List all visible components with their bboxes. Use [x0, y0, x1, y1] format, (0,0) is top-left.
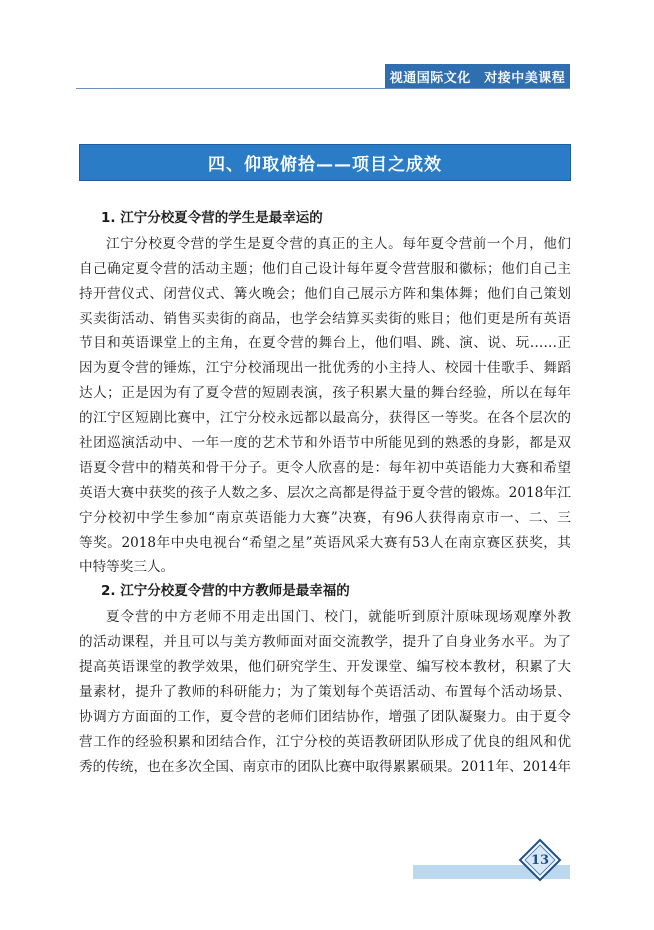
- paragraph-1: [79, 232, 571, 580]
- subheading-1: 1. 江宁分校夏令营的学生是最幸运的: [101, 210, 323, 226]
- subheading-2: 2. 江宁分校夏令营的中方教师是最幸福的: [101, 583, 350, 600]
- text-line: 等奖。2018年中央电视台“希望之星”英语风采大赛有53人在南京赛区获奖，其: [79, 534, 571, 551]
- text-line: 语夏令营中的精英和骨干分子。更令人欣喜的是：每年初中英语能力大赛和希望: [79, 459, 571, 476]
- text-line: 持开营仪式、闭营仪式、篝火晚会；他们自己展示方阵和集体舞；他们自己策划: [79, 285, 571, 302]
- text-line: 秀的传统，也在多次全国、南京市的团队比赛中取得累累硕果。2011年、2014年: [79, 758, 571, 775]
- text-line: 买卖街活动、销售买卖街的商品，也学会结算买卖街的账目；他们更是所有英语: [79, 310, 571, 327]
- header-rule: [76, 88, 570, 89]
- text-line: 协调方方面面的工作，夏令营的老师们团结协作，增强了团队凝聚力。由于夏令: [79, 708, 571, 725]
- body-content: [79, 207, 571, 779]
- text-line: 社团巡演活动中、一年一度的艺术节和外语节中所能见到的熟悉的身影，都是双: [79, 435, 571, 452]
- text-line: 节目和英语课堂上的主角，在夏令营的舞台上，他们唱、跳、演、说、玩……正: [79, 335, 571, 352]
- text-line: 营工作的经验积累和团结合作，江宁分校的英语教研团队形成了优良的组风和优: [79, 733, 571, 750]
- text-line: 的江宁区短剧比赛中，江宁分校永远都以最高分，获得区一等奖。在各个层次的: [79, 410, 571, 427]
- section-title-banner: [79, 144, 571, 181]
- section-title: 四、仰取俯拾——项目之成效: [208, 155, 442, 175]
- paragraph-2: [79, 605, 571, 779]
- text-line: 英语大赛中获奖的孩子人数之多、层次之高都是得益于夏令营的锻炼。2018年江: [79, 484, 571, 501]
- text-line: 的活动课程，并且可以与美方教师面对面交流教学，提升了自身业务水平。为了: [79, 634, 571, 651]
- text-line: 江宁分校夏令营的学生是夏令营的真正的主人。每年夏令营前一个月，他们: [106, 235, 571, 252]
- running-header: [385, 64, 570, 88]
- text-line: 达人；正是因为有了夏令营的短剧表演，孩子积累大量的舞台经验，所以在每年: [79, 385, 571, 402]
- text-line: 夏令营的中方老师不用走出国门、校门，就能听到原汁原味现场观摩外教: [106, 609, 571, 626]
- text-line: 自己确定夏令营的活动主题；他们自己设计每年夏令营营服和徽标；他们自己主: [79, 260, 571, 277]
- running-header-text: 视通国际文化 对接中美课程: [389, 70, 566, 86]
- page-number: 13: [530, 852, 550, 868]
- text-line: 因为夏令营的锤炼，江宁分校涌现出一批优秀的小主持人、校园十佳歌手、舞蹈: [79, 360, 571, 377]
- text-line: 量素材，提升了教师的科研能力；为了策划每个英语活动、布置每个活动场景、: [79, 683, 571, 700]
- text-line: 宁分校初中学生参加“南京英语能力大赛”决赛，有96人获得南京市一、二、三: [79, 509, 571, 526]
- text-line: 中特等奖三人。: [79, 559, 175, 576]
- text-line: 提高英语课堂的教学效果，他们研究学生、开发课堂、编写校本教材，积累了大: [79, 659, 571, 676]
